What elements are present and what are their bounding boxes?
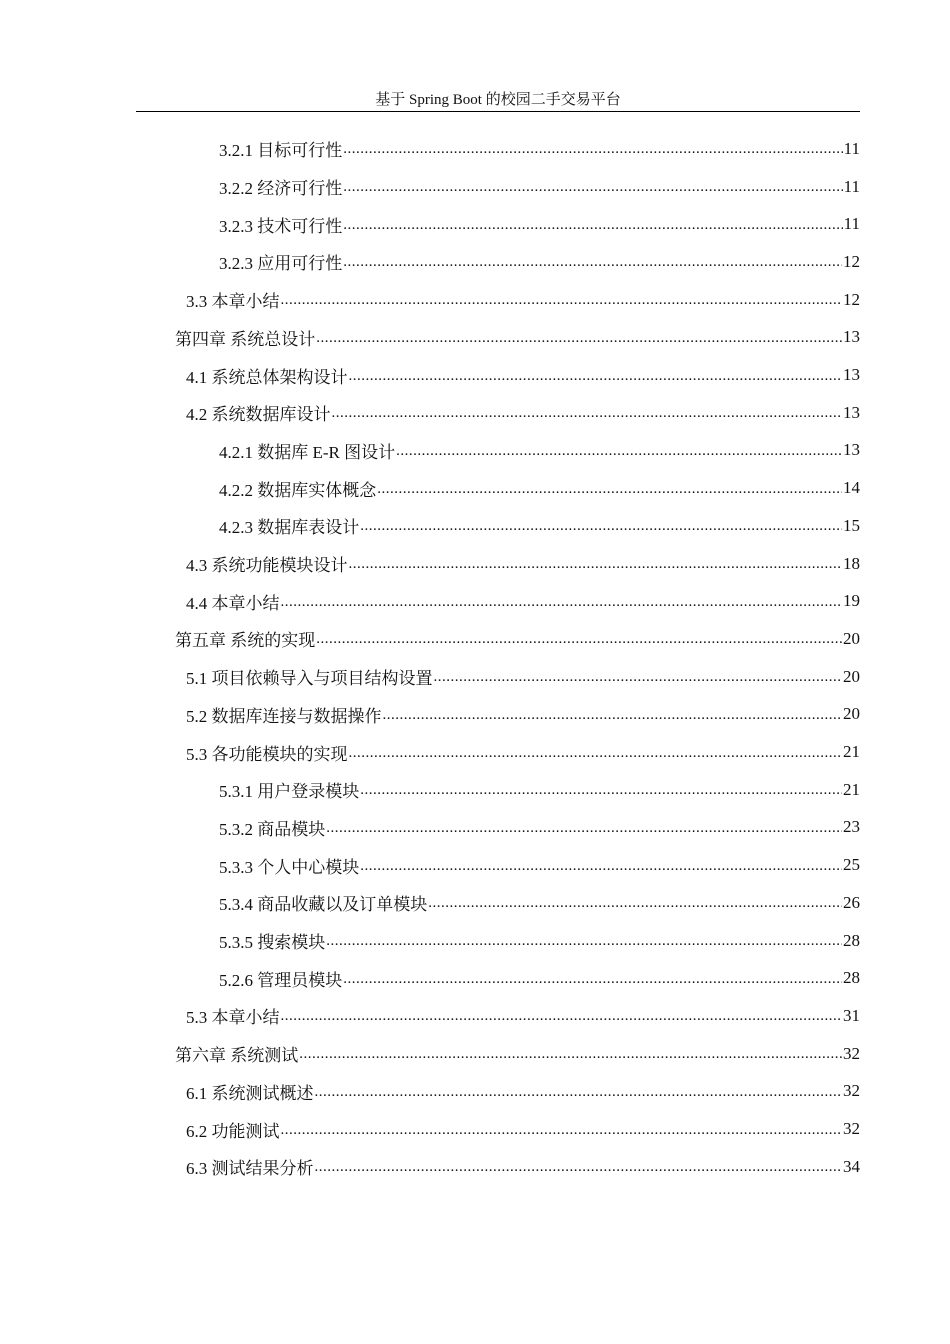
toc-dot-leader	[281, 1122, 843, 1139]
toc-entry[interactable]	[186, 356, 860, 394]
toc-entry[interactable]	[175, 1035, 860, 1073]
toc-entry-page-number: 18	[843, 553, 860, 573]
toc-dot-leader	[377, 481, 842, 498]
toc-entry[interactable]	[219, 846, 860, 884]
toc-entry-page-number: 34	[843, 1156, 860, 1176]
toc-entry-title: 第六章 系统测试	[175, 1046, 299, 1066]
toc-entry-page-number: 11	[843, 138, 860, 158]
toc-entry-title: 4.2.2 数据库实体概念	[219, 480, 377, 500]
toc-entry[interactable]	[186, 696, 860, 734]
toc-entry[interactable]	[186, 545, 860, 583]
toc-entry[interactable]	[219, 205, 860, 243]
toc-entry-page-number: 20	[843, 628, 860, 648]
toc-entry-page-number: 12	[843, 289, 860, 309]
toc-dot-leader	[343, 971, 842, 988]
toc-entry-page-number: 20	[843, 704, 860, 724]
toc-entry-title: 3.2.3 技术可行性	[219, 216, 343, 236]
toc-entry-title: 6.3 测试结果分析	[186, 1159, 314, 1179]
toc-entry[interactable]	[219, 809, 860, 847]
toc-dot-leader	[360, 518, 842, 535]
toc-entry[interactable]	[219, 432, 860, 470]
toc-entry-title: 3.2.3 应用可行性	[219, 254, 343, 274]
toc-entry-title: 5.3 本章小结	[186, 1008, 280, 1028]
toc-entry-page-number: 26	[843, 892, 860, 912]
toc-entry[interactable]	[219, 469, 860, 507]
toc-entry-page-number: 13	[843, 440, 860, 460]
toc-entry[interactable]	[219, 959, 860, 997]
toc-dot-leader	[428, 895, 842, 912]
toc-dot-leader	[332, 405, 843, 422]
toc-dot-leader	[343, 141, 842, 158]
toc-entry-page-number: 28	[843, 968, 860, 988]
toc-dot-leader	[349, 368, 843, 385]
toc-entry-title: 3.3 本章小结	[186, 292, 280, 312]
toc-dot-leader	[383, 707, 843, 724]
toc-entry-page-number: 32	[843, 1081, 860, 1101]
toc-entry-title: 6.2 功能测试	[186, 1121, 280, 1141]
toc-dot-leader	[326, 820, 842, 837]
toc-entry-page-number: 20	[843, 666, 860, 686]
toc-dot-leader	[326, 933, 842, 950]
toc-entry-page-number: 21	[843, 742, 860, 762]
toc-dot-leader	[349, 745, 843, 762]
toc-entry-title: 5.2 数据库连接与数据操作	[186, 706, 382, 726]
toc-dot-leader	[396, 443, 842, 460]
toc-entry[interactable]	[175, 319, 860, 357]
toc-entry[interactable]	[186, 1073, 860, 1111]
toc-entry[interactable]	[186, 733, 860, 771]
toc-entry-page-number: 25	[843, 855, 860, 875]
toc-entry-page-number: 31	[843, 1005, 860, 1025]
toc-dot-leader	[360, 858, 842, 875]
toc-entry-title: 4.2.3 数据库表设计	[219, 518, 360, 538]
toc-entry-page-number: 28	[843, 930, 860, 950]
toc-entry[interactable]	[186, 281, 860, 319]
toc-dot-leader	[343, 217, 842, 234]
toc-entry-page-number: 19	[843, 591, 860, 611]
toc-entry-page-number: 14	[843, 478, 860, 498]
toc-entry-title: 4.2 系统数据库设计	[186, 405, 331, 425]
toc-entry-page-number: 32	[843, 1043, 860, 1063]
toc-dot-leader	[349, 556, 843, 573]
toc-entry-title: 4.3 系统功能模块设计	[186, 556, 348, 576]
toc-dot-leader	[360, 782, 842, 799]
toc-entry-title: 第五章 系统的实现	[175, 631, 316, 651]
toc-entry-title: 第四章 系统总设计	[175, 329, 316, 349]
toc-entry[interactable]	[219, 168, 860, 206]
toc-entry-title: 5.1 项目依赖导入与项目结构设置	[186, 669, 433, 689]
toc-entry-title: 5.3.4 商品收藏以及订单模块	[219, 895, 428, 915]
toc-entry-title: 5.3.2 商品模块	[219, 819, 326, 839]
toc-entry-title: 5.3.5 搜索模块	[219, 933, 326, 953]
toc-entry-title: 4.4 本章小结	[186, 593, 280, 613]
toc-entry[interactable]	[186, 658, 860, 696]
toc-entry-page-number: 13	[843, 365, 860, 385]
toc-entry-title: 5.3 各功能模块的实现	[186, 744, 348, 764]
toc-entry-page-number: 23	[843, 817, 860, 837]
toc-dot-leader	[281, 1008, 843, 1025]
toc-entry-title: 5.2.6 管理员模块	[219, 970, 343, 990]
toc-entry-page-number: 15	[843, 515, 860, 535]
toc-entry[interactable]	[186, 582, 860, 620]
toc-entry-page-number: 21	[843, 779, 860, 799]
header-rule	[136, 111, 860, 112]
toc-dot-leader	[315, 1159, 843, 1176]
toc-dot-leader	[316, 330, 842, 347]
toc-dot-leader	[281, 594, 843, 611]
toc-entry-page-number: 13	[843, 402, 860, 422]
toc-entry[interactable]	[219, 507, 860, 545]
toc-dot-leader	[281, 292, 843, 309]
toc-dot-leader	[315, 1084, 843, 1101]
toc-dot-leader	[299, 1046, 842, 1063]
toc-entry-title: 3.2.2 经济可行性	[219, 179, 343, 199]
toc-entry[interactable]	[219, 771, 860, 809]
toc-dot-leader	[316, 631, 842, 648]
running-header: 基于 Spring Boot 的校园二手交易平台	[375, 92, 621, 108]
toc-entry-page-number: 12	[843, 251, 860, 271]
toc-entry[interactable]	[219, 922, 860, 960]
toc-entry-page-number: 11	[843, 214, 860, 234]
toc-entry-page-number: 13	[843, 327, 860, 347]
toc-entry[interactable]	[186, 394, 860, 432]
toc-entry-title: 6.1 系统测试概述	[186, 1083, 314, 1103]
toc-entry-page-number: 32	[843, 1119, 860, 1139]
toc-entry[interactable]	[186, 997, 860, 1035]
toc-entry-title: 3.2.1 目标可行性	[219, 141, 343, 161]
toc-entry[interactable]	[219, 884, 860, 922]
toc-dot-leader	[343, 254, 842, 271]
toc-entry-title: 4.2.1 数据库 E-R 图设计	[219, 442, 396, 462]
toc-entry-title: 5.3.3 个人中心模块	[219, 857, 360, 877]
toc-entry-title: 5.3.1 用户登录模块	[219, 782, 360, 802]
toc-dot-leader	[434, 669, 843, 686]
toc-entry[interactable]	[186, 1110, 860, 1148]
toc-entry[interactable]	[186, 1148, 860, 1186]
toc-entry[interactable]	[219, 243, 860, 281]
toc-entry-page-number: 11	[843, 176, 860, 196]
toc-entry[interactable]	[219, 130, 860, 168]
toc-dot-leader	[343, 179, 842, 196]
toc-entry-title: 4.1 系统总体架构设计	[186, 367, 348, 387]
toc-entry[interactable]	[175, 620, 860, 658]
